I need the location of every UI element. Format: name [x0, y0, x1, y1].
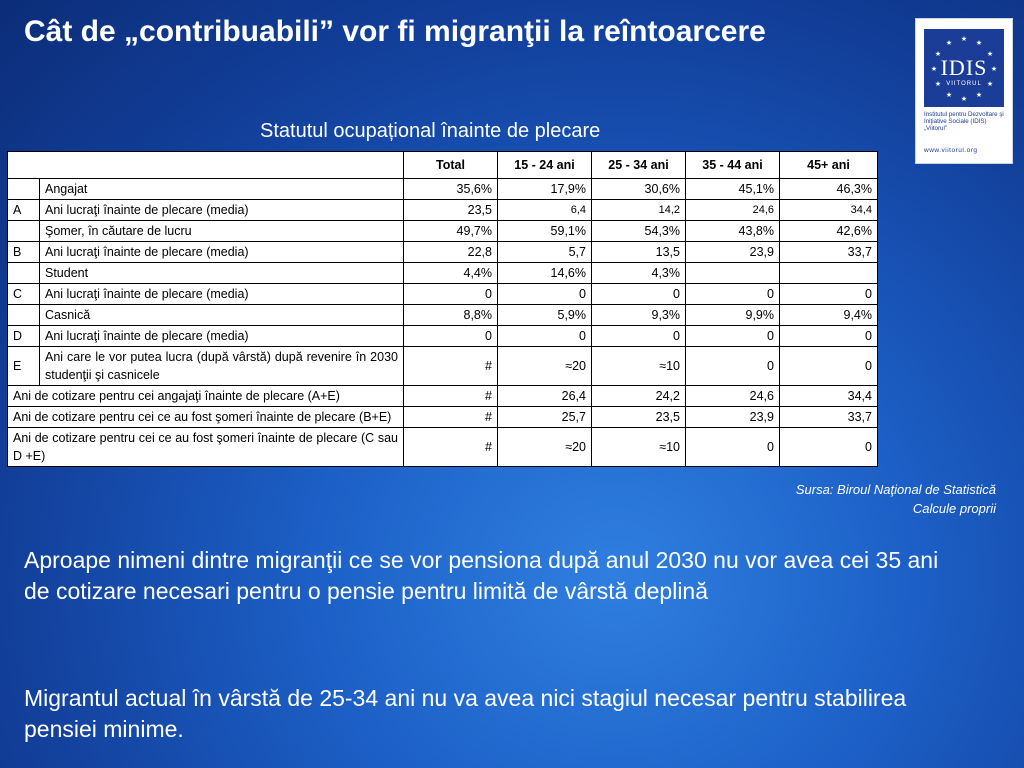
cell-value: 0 [686, 326, 780, 347]
cell-value: 6,4 [498, 200, 592, 221]
logo-caption: Institutul pentru Dezvoltare şi Iniţiative Sociale (IDIS) „Viitorul” [924, 111, 1004, 132]
cell-value: 46,3% [780, 179, 878, 200]
cell-value: 0 [404, 284, 498, 305]
table-row [8, 347, 878, 386]
column-header: 45+ ani [780, 152, 878, 179]
source-note [796, 480, 996, 518]
cell-value: 24,2 [592, 386, 686, 407]
cell-value: ≈10 [592, 428, 686, 467]
column-header: 35 - 44 ani [686, 152, 780, 179]
summary-label: Ani de cotizare pentru cei ce au fost şomeri înainte de plecare (C sau D +E) [8, 428, 404, 467]
cell-value: 5,7 [498, 242, 592, 263]
cell-value: 9,4% [780, 305, 878, 326]
cell-value: 9,9% [686, 305, 780, 326]
table-header-row [8, 152, 878, 179]
cell-value: 0 [592, 284, 686, 305]
conclusion-paragraph: Aproape nimeni dintre migranţii ce se vor pensiona după anul 2030 nu vor avea cei 35 ani de cotizare necesari pentru o pensie pentru limită de vârstă deplină [24, 547, 939, 604]
cell-value: 0 [686, 347, 780, 386]
cell-value: 42,6% [780, 221, 878, 242]
summary-row [8, 428, 878, 467]
cell-value: 17,9% [498, 179, 592, 200]
logo-sub: VIITORUL [946, 81, 982, 87]
cell-value: 30,6% [592, 179, 686, 200]
cell-value: 14,2 [592, 200, 686, 221]
row-group [8, 221, 40, 242]
cell-value: 45,1% [686, 179, 780, 200]
table-subtitle: Statutul ocupațional înainte de plecare [260, 120, 601, 142]
table-row [8, 179, 878, 200]
cell-value: 49,7% [404, 221, 498, 242]
svg-text:★: ★ [975, 39, 983, 47]
cell-value: 43,8% [686, 221, 780, 242]
cell-value: 0 [780, 284, 878, 305]
cell-value: 0 [686, 428, 780, 467]
cell-value: ≈20 [498, 428, 592, 467]
svg-text:★: ★ [986, 50, 994, 58]
table-row [8, 284, 878, 305]
cell-value: 34,4 [780, 200, 878, 221]
cell-value: 22,8 [404, 242, 498, 263]
cell-value: 23,9 [686, 407, 780, 428]
row-group: B [8, 242, 40, 263]
logo-website[interactable]: www.viitorul.org [924, 147, 978, 154]
svg-text:★: ★ [975, 91, 983, 99]
cell-value: 23,9 [686, 242, 780, 263]
cell-value: 4,4% [404, 263, 498, 284]
cell-value: 24,6 [686, 386, 780, 407]
cell-value: 33,7 [780, 407, 878, 428]
row-group [8, 179, 40, 200]
cell-value: 0 [780, 347, 878, 386]
cell-value: 25,7 [498, 407, 592, 428]
logo-wordmark: IDIS [940, 55, 988, 80]
table-row [8, 221, 878, 242]
row-label: Ani care le vor putea lucra (după vârstă) după revenire în 2030 studenţii şi casnicele [40, 347, 404, 386]
slide-title: Cât de „contribuabili” vor fi migranţii la reîntoarcere [24, 15, 766, 48]
svg-text:★: ★ [934, 80, 942, 88]
table-row [8, 326, 878, 347]
summary-row [8, 386, 878, 407]
row-group: E [8, 347, 40, 386]
svg-text:★: ★ [990, 65, 998, 73]
cell-value: 14,6% [498, 263, 592, 284]
idis-viitorul-logo [915, 18, 1013, 164]
cell-value: 0 [498, 326, 592, 347]
cell-value: 54,3% [592, 221, 686, 242]
svg-text:★: ★ [934, 50, 942, 58]
row-label: Student [40, 263, 404, 284]
cell-value: 4,3% [592, 263, 686, 284]
source-line: Calcule proprii [912, 501, 996, 516]
summary-label: Ani de cotizare pentru cei ce au fost şomeri înainte de plecare (B+E) [8, 407, 404, 428]
cell-value [780, 263, 878, 284]
cell-value: 34,4 [780, 386, 878, 407]
conclusion-paragraph: Migrantul actual în vârstă de 25-34 ani nu va avea nici stagiul necesar pentru stabilirea pensiei minime. [24, 685, 907, 742]
summary-label: Ani de cotizare pentru cei angajaţi înainte de plecare (A+E) [8, 386, 404, 407]
row-group [8, 263, 40, 284]
row-label: Ani lucraţi înainte de plecare (media) [40, 242, 404, 263]
column-header: 15 - 24 ani [498, 152, 592, 179]
cell-value: 35,6% [404, 179, 498, 200]
row-group: A [8, 200, 40, 221]
row-group [8, 305, 40, 326]
row-group: D [8, 326, 40, 347]
cell-value: 23,5 [592, 407, 686, 428]
cell-value: ≈10 [592, 347, 686, 386]
row-label: Şomer, în căutare de lucru [40, 221, 404, 242]
svg-text:★: ★ [960, 95, 968, 103]
source-line: Sursa: Biroul Naţional de Statistică [795, 482, 996, 497]
cell-value: ≈20 [498, 347, 592, 386]
svg-text:★: ★ [945, 39, 953, 47]
table-row [8, 305, 878, 326]
cell-value: 24,6 [686, 200, 780, 221]
cell-value: 0 [780, 428, 878, 467]
header-blank [8, 152, 404, 179]
cell-value: 0 [498, 284, 592, 305]
data-table [7, 151, 878, 467]
svg-text:★: ★ [930, 65, 938, 73]
summary-row [8, 407, 878, 428]
cell-value: 8,8% [404, 305, 498, 326]
row-label: Casnică [40, 305, 404, 326]
cell-value: 23,5 [404, 200, 498, 221]
svg-text:★: ★ [986, 80, 994, 88]
cell-value: # [404, 428, 498, 467]
row-label: Ani lucraţi înainte de plecare (media) [40, 284, 404, 305]
cell-value [686, 263, 780, 284]
cell-value: # [404, 386, 498, 407]
cell-value: 0 [404, 326, 498, 347]
column-header: Total [404, 152, 498, 179]
cell-value: # [404, 407, 498, 428]
svg-text:★: ★ [960, 35, 968, 43]
row-group: C [8, 284, 40, 305]
row-label: Angajat [40, 179, 404, 200]
table-row [8, 263, 878, 284]
logo-emblem [924, 29, 1004, 107]
cell-value: 0 [592, 326, 686, 347]
table-row [8, 200, 878, 221]
cell-value: 0 [780, 326, 878, 347]
cell-value: 59,1% [498, 221, 592, 242]
cell-value: # [404, 347, 498, 386]
cell-value: 33,7 [780, 242, 878, 263]
cell-value: 9,3% [592, 305, 686, 326]
cell-value: 5,9% [498, 305, 592, 326]
row-label: Ani lucraţi înainte de plecare (media) [40, 326, 404, 347]
cell-value: 13,5 [592, 242, 686, 263]
column-header: 25 - 34 ani [592, 152, 686, 179]
cell-value: 0 [686, 284, 780, 305]
cell-value: 26,4 [498, 386, 592, 407]
row-label: Ani lucraţi înainte de plecare (media) [40, 200, 404, 221]
svg-text:★: ★ [945, 91, 953, 99]
table-row [8, 242, 878, 263]
